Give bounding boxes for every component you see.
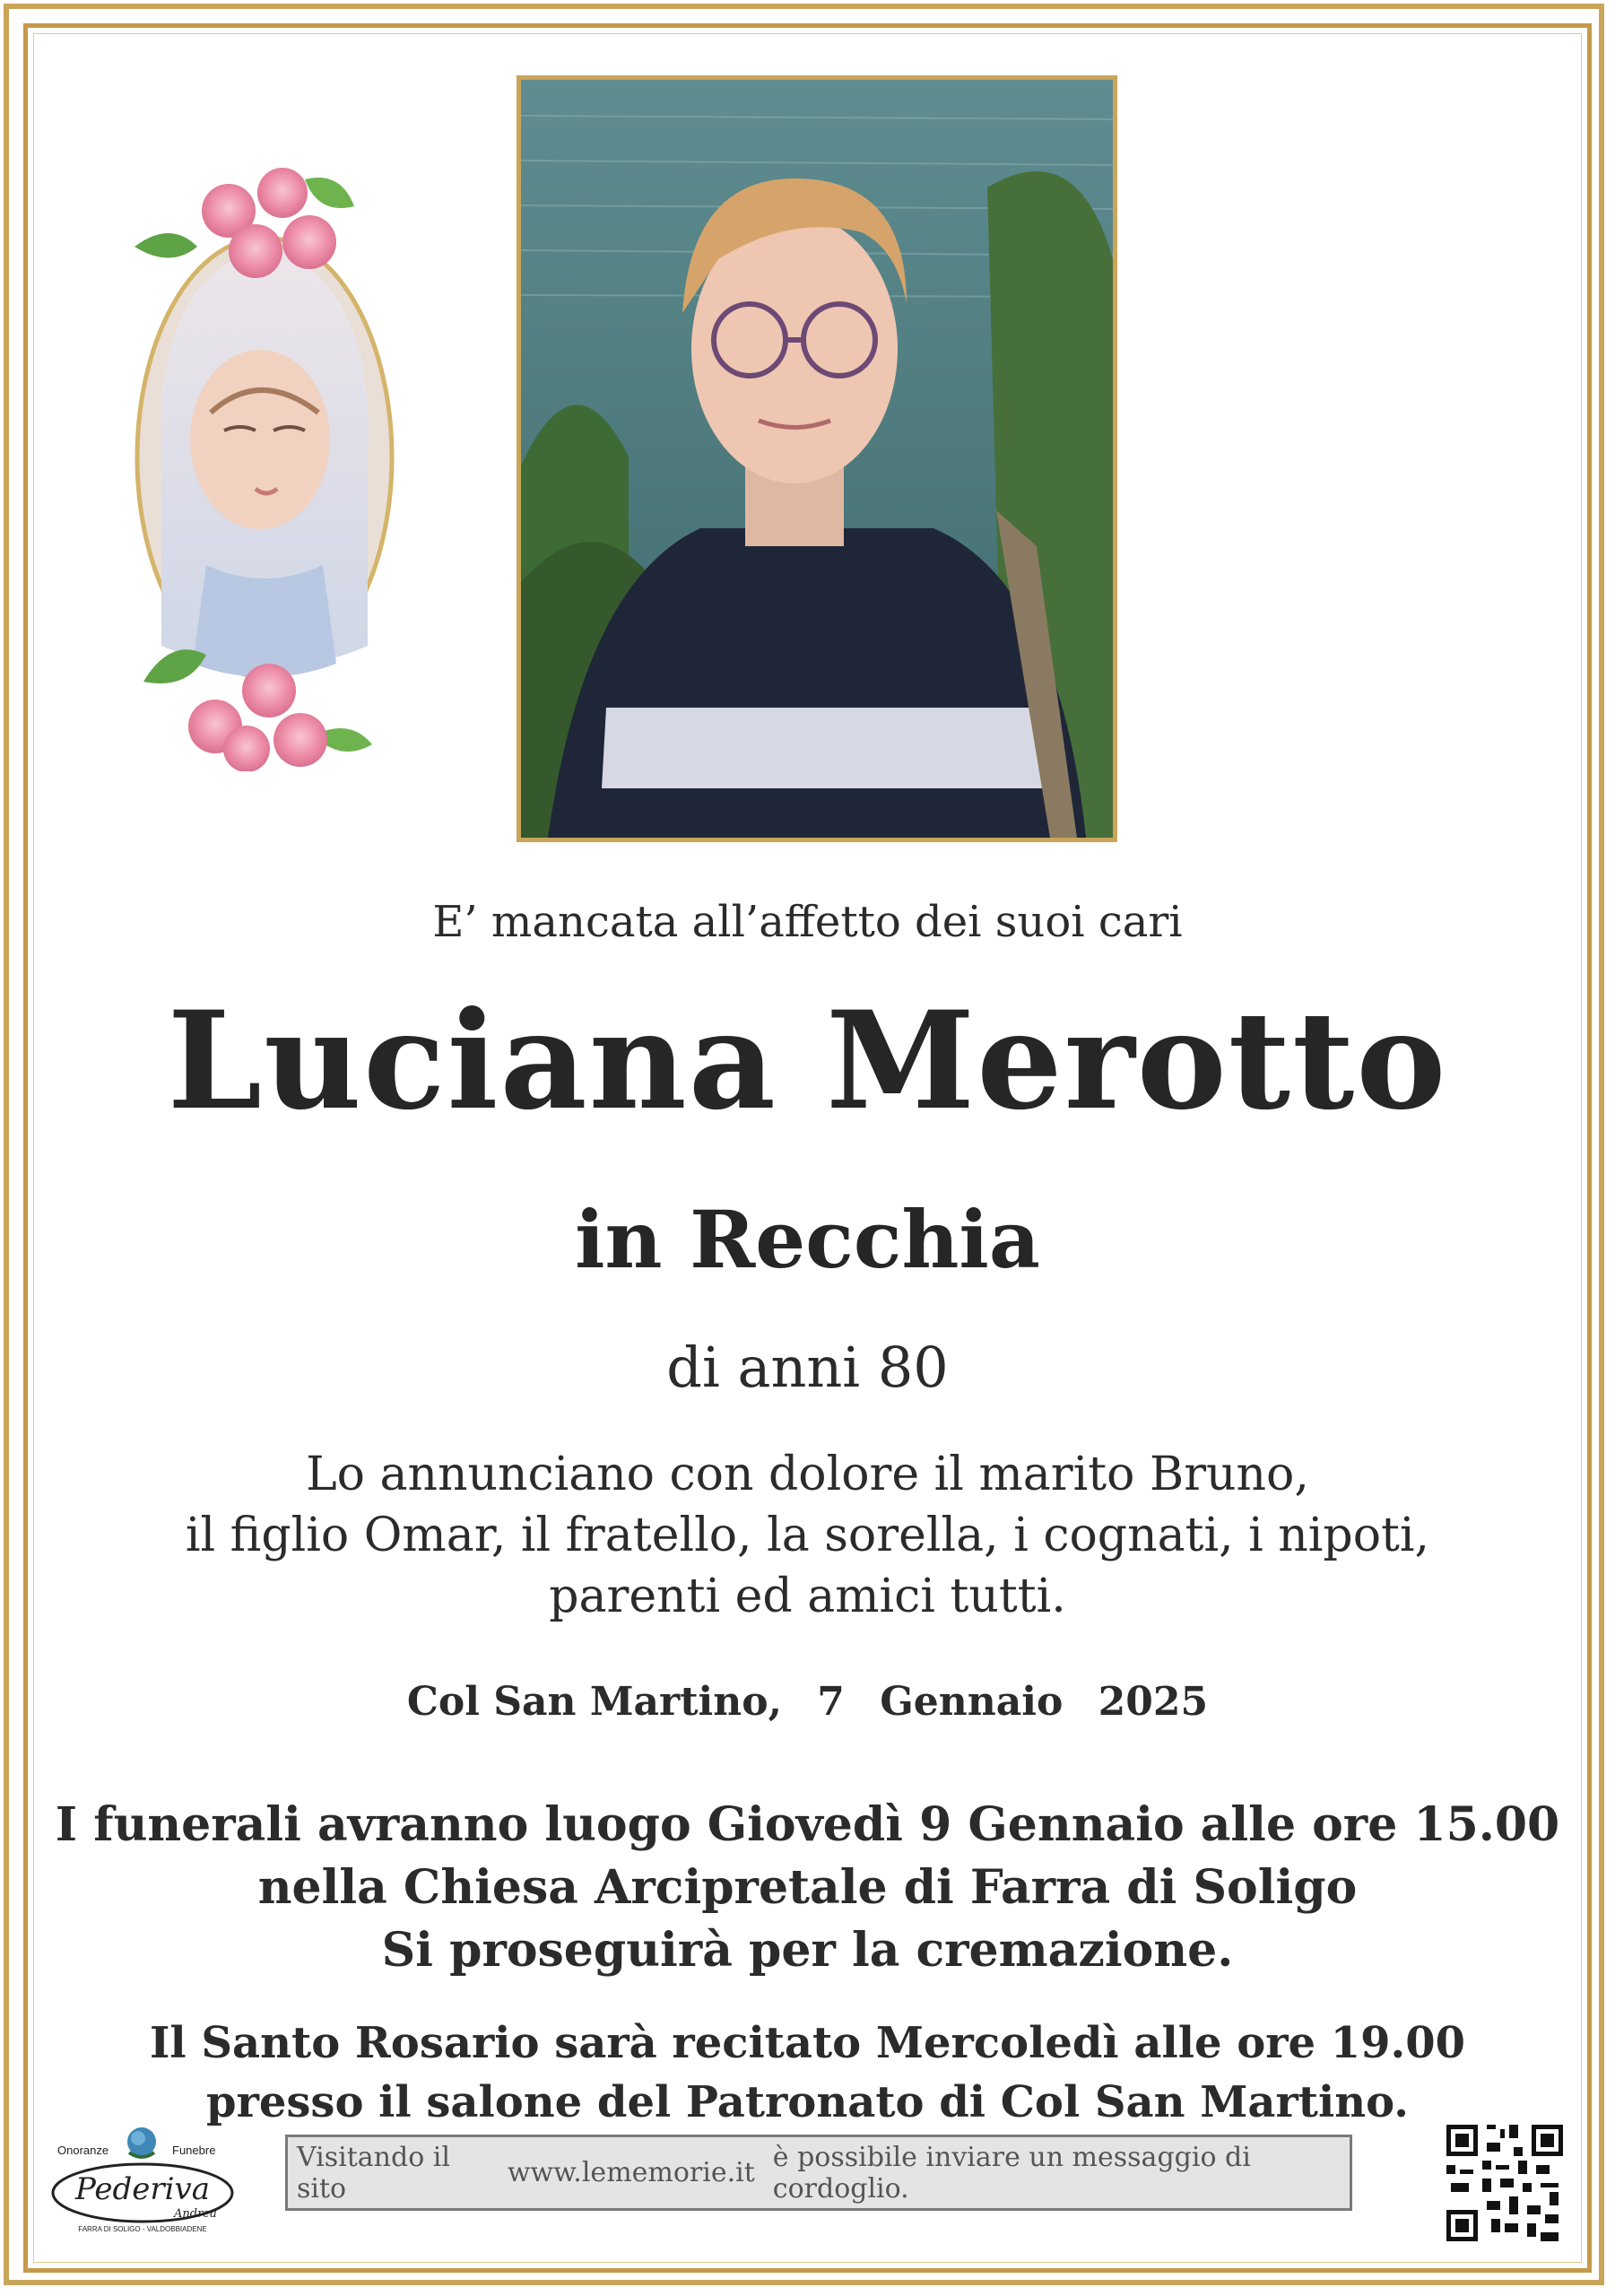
announcement-line: il figlio Omar, il fratello, la sorella, i cognati, i nipoti, bbox=[185, 1509, 1430, 1562]
logo-sub: Andrea bbox=[174, 2207, 217, 2221]
funeral-home-logo bbox=[39, 2117, 246, 2233]
rosary-line: presso il salone del Patronato di Col San Martino. bbox=[206, 2077, 1409, 2127]
date-month: Gennaio bbox=[880, 1679, 1064, 1725]
qr-code[interactable] bbox=[1442, 2120, 1567, 2246]
rose-cluster-bottom bbox=[143, 649, 372, 771]
place-date bbox=[0, 1679, 1615, 1725]
announcement-line: Lo annunciano con dolore il marito Bruno, bbox=[306, 1448, 1309, 1501]
rose-cluster-top bbox=[135, 168, 354, 278]
funeral-line: Si proseguirà per la cremazione. bbox=[381, 1923, 1234, 1978]
logo-top-left: Onoranze bbox=[57, 2144, 109, 2157]
rose-icon bbox=[127, 2127, 156, 2157]
announcement bbox=[0, 1444, 1615, 1627]
website-notice bbox=[285, 2135, 1352, 2211]
madonna-image bbox=[126, 144, 412, 771]
funeral-info bbox=[0, 1794, 1615, 1982]
place: Col San Martino, bbox=[406, 1679, 782, 1725]
funeral-line: nella Chiesa Arcipretale di Farra di Soligo bbox=[257, 1860, 1358, 1915]
date-day: 7 bbox=[817, 1679, 845, 1725]
website-link[interactable]: www.lememorie.it bbox=[507, 2157, 755, 2188]
logo-locations: FARRA DI SOLIGO - VALDOBBIADENE bbox=[78, 2225, 207, 2233]
rosary-line: Il Santo Rosario sarà recitato Mercoledì alle ore 19.00 bbox=[149, 2018, 1466, 2068]
logo-top-right: Funebre bbox=[172, 2144, 216, 2157]
message-text: è possibile inviare un messaggio di cordoglio. bbox=[772, 2141, 1251, 2205]
funeral-line: I funerali avranno luogo Giovedì 9 Gennaio alle ore 15.00 bbox=[55, 1797, 1560, 1852]
age-text: di anni 80 bbox=[666, 1335, 949, 1400]
portrait-photo bbox=[517, 75, 1117, 842]
visit-text: Visitando il sito bbox=[297, 2141, 450, 2205]
rosary-info bbox=[0, 2013, 1615, 2132]
date-year: 2025 bbox=[1098, 1679, 1209, 1725]
intro-text: E’ mancata all’affetto dei suoi cari bbox=[432, 897, 1183, 947]
deceased-name: Luciana Merotto bbox=[167, 982, 1448, 1140]
announcement-line: parenti ed amici tutti. bbox=[549, 1570, 1066, 1623]
married-name: in Recchia bbox=[575, 1193, 1040, 1286]
logo-brand: Pederiva bbox=[75, 2171, 210, 2207]
